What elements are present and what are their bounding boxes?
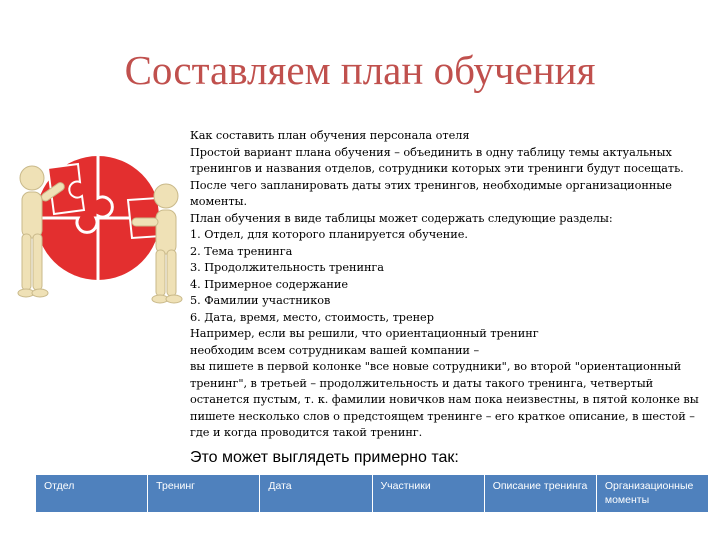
text-line: необходим всем сотрудникам вашей компании – bbox=[190, 343, 480, 357]
text-line: План обучения в виде таблицы может содержать следующие разделы: bbox=[190, 211, 613, 225]
text-line: Как составить план обучения персонала отеля bbox=[190, 129, 470, 142]
body-text bbox=[190, 128, 710, 442]
text-line: Простой вариант плана обучения – объединить в одну таблицу темы актуальных bbox=[190, 145, 672, 159]
table-header-cell: Участники bbox=[373, 475, 485, 512]
text-line: 3. Продолжительность тренинга bbox=[190, 261, 384, 274]
text-line: где и когда проводится такой тренинг. bbox=[190, 426, 423, 439]
text-line: Например, если вы решили, что ориентационный тренинг bbox=[190, 327, 539, 340]
text-line: тренингов и названия отделов, сотрудники которых эти тренинги будут посещать. bbox=[190, 162, 684, 175]
text-line: моменты. bbox=[190, 195, 248, 208]
text-line: После чего запланировать даты этих тренингов, необходимые организационные bbox=[190, 178, 672, 192]
text-line: 4. Примерное содержание bbox=[190, 277, 349, 291]
table-header-cell: Тренинг bbox=[148, 475, 260, 512]
text-line: 1. Отдел, для которого планируется обучение. bbox=[190, 228, 468, 241]
table-intro: Это может выглядеть примерно так: bbox=[190, 449, 459, 466]
text-line: останется пустым, т. к. фамилии новичков нам пока неизвестны, в пятой колонке вы bbox=[190, 393, 699, 406]
puzzle-figures-icon bbox=[8, 138, 186, 308]
table-header-cell: Дата bbox=[260, 475, 372, 512]
text-line: 5. Фамилии участников bbox=[190, 294, 331, 307]
table-header-cell: Организационные моменты bbox=[604, 480, 694, 506]
text-line: пишете несколько слов о предстоящем тренинге – его краткое описание, в шестой – bbox=[190, 409, 695, 423]
table-header-cell: Описание тренинга bbox=[485, 475, 597, 512]
table-header-cell: Отдел bbox=[36, 475, 148, 512]
text-line: вы пишете в первой колонке "все новые сотрудники", во второй "ориентационный bbox=[190, 360, 682, 373]
plan-table-header bbox=[36, 475, 708, 512]
text-line: тренинг", в третьей – продолжительность и даты такого тренинга, четвертый bbox=[190, 376, 654, 390]
text-line: 6. Дата, время, место, стоимость, тренер bbox=[190, 310, 434, 324]
text-line: 2. Тема тренинга bbox=[190, 244, 293, 258]
page-title: Составляем план обучения bbox=[124, 47, 596, 93]
